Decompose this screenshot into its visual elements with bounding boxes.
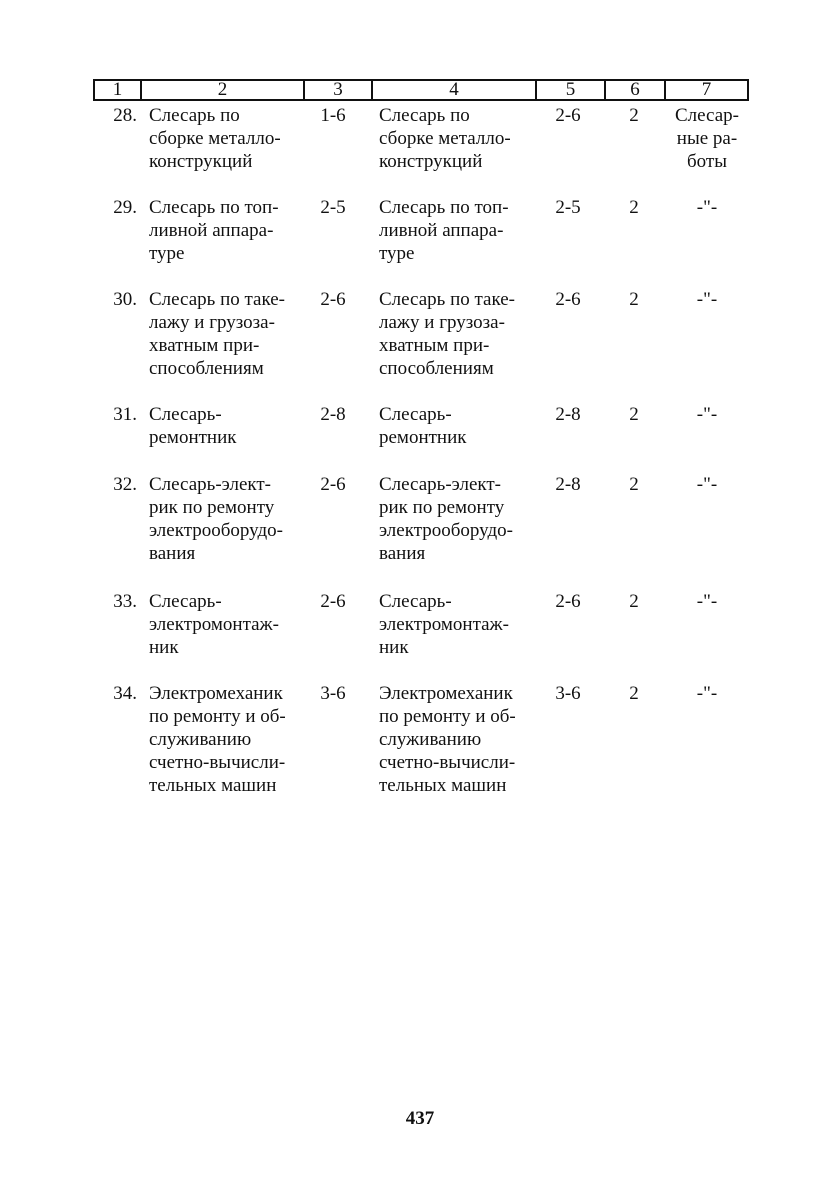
column-6-value: 2 xyxy=(629,404,639,425)
row-number: 28. xyxy=(113,105,137,126)
table-row xyxy=(93,682,749,802)
row-number: 32. xyxy=(113,474,137,495)
profession-name-2: Слесарь-элект- рик по ремонту электрооборудо- вания xyxy=(379,474,513,564)
row-number: 34. xyxy=(113,683,137,704)
rank-range-2: 2-5 xyxy=(555,197,581,218)
rank-range: 2-6 xyxy=(320,289,346,310)
rank-range: 3-6 xyxy=(320,683,346,704)
rank-range: 2-6 xyxy=(320,591,346,612)
table-row xyxy=(93,590,749,682)
column-6-value: 2 xyxy=(629,474,639,495)
profession-name: Слесарь- электромонтаж- ник xyxy=(149,591,279,658)
header-col-5: 5 xyxy=(537,81,606,99)
table-row xyxy=(93,104,749,196)
rank-range: 2-5 xyxy=(320,197,346,218)
rank-range-2: 3-6 xyxy=(555,683,581,704)
row-number: 29. xyxy=(113,197,137,218)
profession-name-2: Слесарь- электромонтаж- ник xyxy=(379,591,509,658)
rank-range-2: 2-6 xyxy=(555,289,581,310)
profession-name: Слесарь по таке- лажу и грузоза- хватным при- способлениям xyxy=(149,289,285,379)
row-number: 33. xyxy=(113,591,137,612)
rank-range: 2-6 xyxy=(320,474,346,495)
work-type: -"- xyxy=(696,591,718,612)
header-col-1: 1 xyxy=(95,81,142,99)
rank-range: 1-6 xyxy=(320,105,346,126)
rank-range-2: 2-6 xyxy=(555,591,581,612)
profession-name: Слесарь- ремонтник xyxy=(149,404,237,448)
rank-range-2: 2-8 xyxy=(555,404,581,425)
table-row xyxy=(93,196,749,288)
column-6-value: 2 xyxy=(629,197,639,218)
profession-name-2: Слесарь по сборке металло- конструкций xyxy=(379,105,511,172)
table-body xyxy=(93,104,749,802)
profession-name-2: Электромеханик по ремонту и об- служиванию счетно-вычисли- тельных машин xyxy=(379,683,516,796)
profession-name-2: Слесарь по таке- лажу и грузоза- хватным при- способлениям xyxy=(379,289,515,379)
column-6-value: 2 xyxy=(629,105,639,126)
profession-name: Слесарь по сборке металло- конструкций xyxy=(149,105,281,172)
work-type: -"- xyxy=(696,404,718,425)
header-col-7: 7 xyxy=(701,79,712,100)
profession-name: Слесарь по топ- ливной аппара- туре xyxy=(149,197,279,264)
work-type: -"- xyxy=(696,683,718,704)
header-col-2: 2 xyxy=(142,81,305,99)
profession-name-2: Слесарь- ремонтник xyxy=(379,404,467,448)
header-col-4: 4 xyxy=(373,81,537,99)
table-header-row xyxy=(93,79,749,101)
column-6-value: 2 xyxy=(629,289,639,310)
header-col-3: 3 xyxy=(305,81,373,99)
rank-range-2: 2-6 xyxy=(555,105,581,126)
work-type: -"- xyxy=(696,197,718,218)
profession-name: Электромеханик по ремонту и об- служиванию счетно-вычисли- тельных машин xyxy=(149,683,286,796)
profession-name-2: Слесарь по топ- ливной аппара- туре xyxy=(379,197,509,264)
column-6-value: 2 xyxy=(629,683,639,704)
work-type: -"- xyxy=(696,474,718,495)
table-row xyxy=(93,403,749,473)
header-col-6: 6 xyxy=(606,81,666,99)
profession-name: Слесарь-элект- рик по ремонту электрооборудо- вания xyxy=(149,474,283,564)
work-type: Слесар- ные ра- боты xyxy=(675,105,739,172)
column-6-value: 2 xyxy=(629,591,639,612)
rank-range-2: 2-8 xyxy=(555,474,581,495)
row-number: 30. xyxy=(113,289,137,310)
table-row xyxy=(93,288,749,403)
table-row xyxy=(93,473,749,590)
row-number: 31. xyxy=(113,404,137,425)
rank-range: 2-8 xyxy=(320,404,346,425)
page-number: 437 xyxy=(405,1108,435,1129)
work-type: -"- xyxy=(696,289,718,310)
